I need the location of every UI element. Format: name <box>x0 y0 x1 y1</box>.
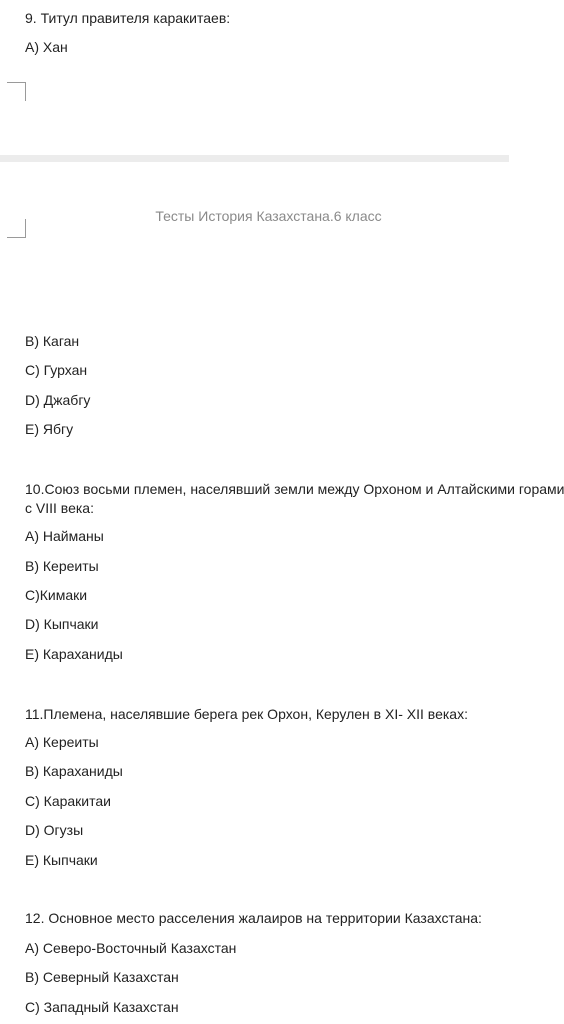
question-10-option-e: Е) Караханиды <box>25 646 123 662</box>
question-11-option-a: А) Кереиты <box>25 734 99 750</box>
question-10-option-c: С)Кимаки <box>25 587 88 603</box>
question-12-option-c: С) Западный Казахстан <box>25 999 179 1015</box>
question-11-option-e: Е) Кыпчаки <box>25 852 98 868</box>
question-10-text-line1: 10.Союз восьми племен, населявший земли между Орхоном и Алтайскими горами <box>25 481 564 497</box>
question-11-option-c: С) Каракитаи <box>25 793 111 809</box>
question-11-option-d: D) Огузы <box>25 822 84 838</box>
question-10-option-d: D) Кыпчаки <box>25 616 99 632</box>
question-10-text-line2: с VIII века: <box>25 500 94 516</box>
page-header: Тесты История Казахстана.6 класс <box>155 208 382 224</box>
question-9-option-a: А) Хан <box>25 39 68 55</box>
question-11-text: 11.Племена, населявшие берега рек Орхон, Керулен в XI- XII веках: <box>25 706 468 722</box>
question-11-option-b: В) Караханиды <box>25 763 123 779</box>
question-12-option-b: В) Северный Казахстан <box>25 969 179 985</box>
question-9-option-e: Е) Ябгу <box>25 421 74 437</box>
question-10-option-b: В) Кереиты <box>25 558 99 574</box>
page-margin-corner-mark <box>7 82 26 101</box>
question-9-option-d: D) Джабгу <box>25 392 91 408</box>
question-12-text: 12. Основное место расселения жалаиров на территории Казахстана: <box>25 910 482 926</box>
question-10-option-a: А) Найманы <box>25 528 104 544</box>
question-12-option-a: А) Северо-Восточный Казахстан <box>25 940 237 956</box>
question-9-text: 9. Титул правителя каракитаев: <box>25 10 231 26</box>
page-break <box>0 155 509 162</box>
question-9-option-b: В) Каган <box>25 333 80 349</box>
question-9-option-c: С) Гурхан <box>25 362 88 378</box>
